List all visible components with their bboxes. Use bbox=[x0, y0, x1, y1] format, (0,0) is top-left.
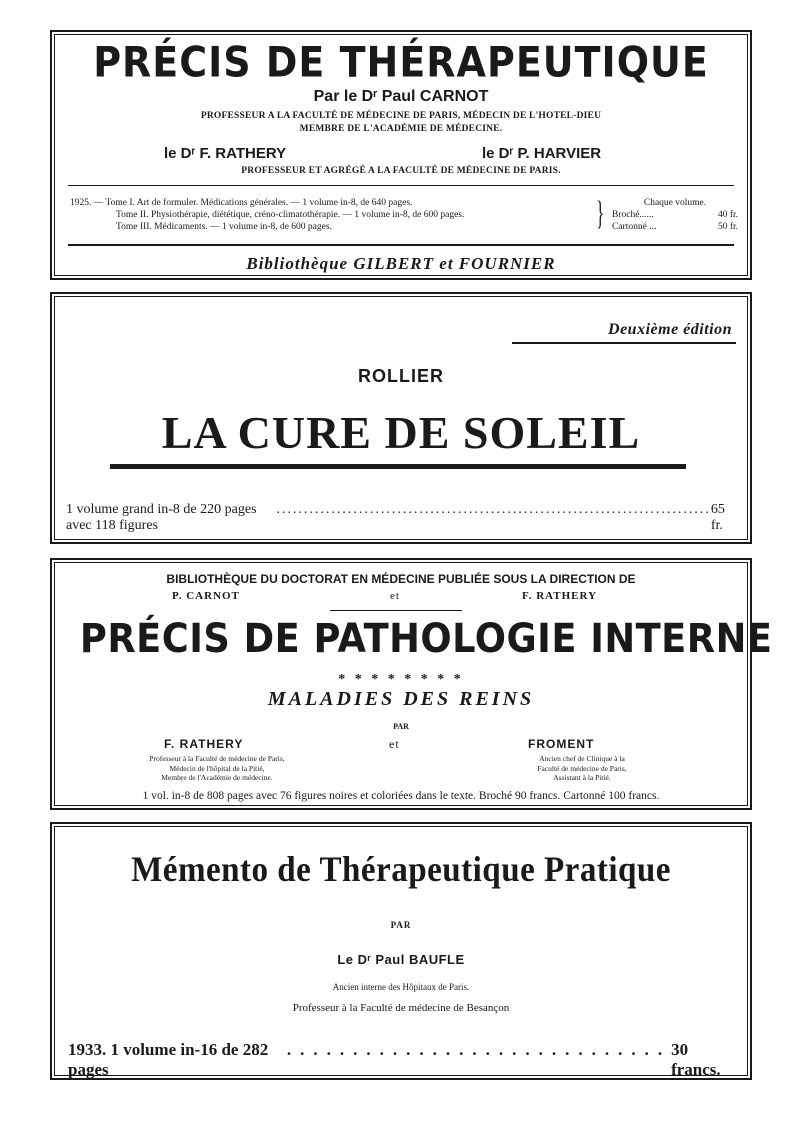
price-row-cartonne bbox=[612, 221, 738, 233]
author-left: F. RATHERY bbox=[164, 737, 244, 751]
ad-precis-therapeutique bbox=[50, 30, 752, 280]
divider bbox=[330, 610, 462, 611]
editor-left: P. CARNOT bbox=[172, 590, 240, 602]
ad-cure-de-soleil bbox=[50, 292, 752, 544]
author-and: et bbox=[389, 737, 400, 751]
ad-pathologie-interne bbox=[50, 558, 773, 810]
edition-label: Deuxième édition bbox=[608, 321, 732, 338]
brace-glyph: } bbox=[596, 195, 605, 232]
price-value: 40 fr. bbox=[717, 210, 738, 220]
volume-line: 1 vol. in-8 de 808 pages avec 76 figures noires et coloriées dans le texte. Broché 90 francs. Cartonné 100 francs. bbox=[142, 790, 660, 802]
affiliation-line: Médecin de l'hôpital de la Pitié, bbox=[169, 763, 265, 773]
price-value: 50 fr. bbox=[717, 222, 738, 232]
coauthor-right: le Dʳ P. HARVIER bbox=[482, 145, 602, 162]
volume-description: 1933. 1 volume in-16 de 282 pages bbox=[68, 1040, 269, 1079]
title-underline bbox=[110, 464, 686, 469]
book-title: LA CURE DE SOLEIL bbox=[161, 407, 641, 458]
book-title: PRÉCIS DE THÉRAPEUTIQUE bbox=[93, 37, 709, 87]
price: 65 fr. bbox=[710, 502, 725, 533]
par-label: PAR bbox=[393, 722, 409, 731]
tome-list bbox=[70, 197, 464, 233]
leader-dots: ............................. bbox=[286, 1040, 672, 1059]
book-author: ROLLIER bbox=[358, 366, 444, 386]
price: 30 francs. bbox=[671, 1040, 721, 1079]
divider bbox=[68, 244, 734, 246]
editor-right: F. RATHERY bbox=[522, 590, 598, 602]
author-role-line-1: PROFESSEUR A LA FACULTÉ DE MÉDECINE DE PARIS, MÉDECIN DE L'HOTEL-DIEU bbox=[200, 111, 602, 121]
affiliation-line: Professeur à la Faculté de médecine de Paris, bbox=[149, 754, 285, 763]
author-affiliation-1: Ancien interne des Hôpitaux de Paris. bbox=[332, 982, 470, 992]
author-role-line-2: MEMBRE DE L'ACADÉMIE DE MÉDECINE. bbox=[299, 124, 503, 134]
leader-dots: ............................................................................... bbox=[270, 502, 711, 517]
volume-line bbox=[68, 1040, 732, 1080]
volume-line bbox=[66, 502, 732, 534]
series-label: BIBLIOTHÈQUE DU DOCTORAT EN MÉDECINE PUBLIÉE SOUS LA DIRECTION DE bbox=[166, 572, 636, 586]
book-title: PRÉCIS DE PATHOLOGIE INTERNE bbox=[79, 616, 773, 662]
divider bbox=[512, 342, 736, 344]
coauthor-role: PROFESSEUR ET AGRÉGÉ A LA FACULTÉ DE MÉDECINE DE PARIS. bbox=[241, 166, 561, 176]
affiliation-line: Membre de l'Académie de médecine. bbox=[161, 773, 273, 782]
price-list bbox=[612, 197, 738, 233]
tome-line-3: Tome III. Médicaments. — 1 volume in-8, de 600 pages. bbox=[116, 222, 332, 232]
par-label: PAR bbox=[390, 920, 412, 930]
tome-line-1: 1925. — Tome I. Art de formuler. Médications générales. — 1 volume in-8, de 640 pages. bbox=[70, 198, 413, 208]
book-title: Mémento de Thérapeutique Pratique bbox=[131, 849, 671, 889]
author-left-affiliation bbox=[112, 754, 322, 783]
book-subtitle: MALADIES DES REINS bbox=[267, 688, 535, 710]
volume-stars: * * * * * * * * bbox=[338, 672, 464, 687]
price-label: Broché...... bbox=[612, 210, 654, 220]
affiliation-line: Ancien chef de Clinique à la bbox=[539, 754, 625, 763]
price-label: Cartonné ... bbox=[612, 222, 657, 232]
editor-and: et bbox=[390, 590, 400, 602]
publisher: Bibliothèque GILBERT et FOURNIER bbox=[246, 254, 556, 273]
book-author: Par le Dʳ Paul CARNOT bbox=[313, 88, 489, 105]
tome-line-2: Tome II. Physiothérapie, diététique, créno-climatothérapie. — 1 volume in-8, de 600 pages. bbox=[116, 210, 465, 220]
affiliation-line: Faculté de médecine de Paris, bbox=[537, 763, 627, 773]
author-affiliation-2: Professeur à la Faculté de médecine de Besançon bbox=[292, 1002, 510, 1014]
author-right-affiliation bbox=[482, 754, 682, 783]
volume-description: 1 volume grand in-8 de 220 pages avec 118 figures bbox=[66, 502, 257, 533]
affiliation-line: Assistant à la Pitié. bbox=[553, 773, 611, 782]
price-heading: Chaque volume. bbox=[643, 198, 707, 208]
ad-memento-therapeutique bbox=[50, 822, 752, 1080]
coauthor-left: le Dʳ F. RATHERY bbox=[164, 145, 287, 162]
book-author: Le Dʳ Paul BAUFLE bbox=[337, 952, 465, 967]
divider bbox=[68, 185, 734, 186]
author-right: FROMENT bbox=[528, 737, 595, 751]
price-row-broche bbox=[612, 209, 738, 221]
